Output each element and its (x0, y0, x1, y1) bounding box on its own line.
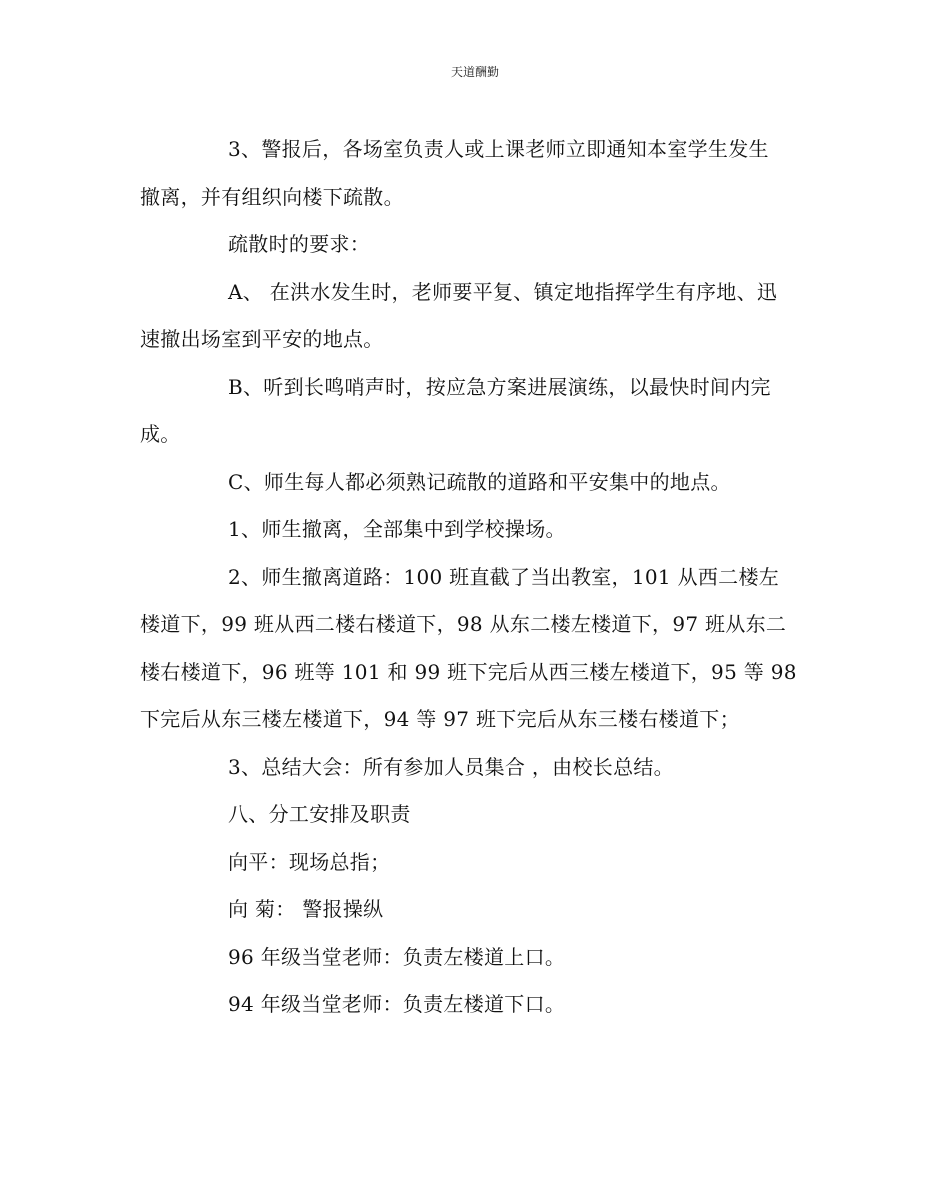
paragraph-line: 向平：现场总指； (228, 849, 391, 874)
paragraph-line: C、师生每人都必须熟记疏散的道路和平安集中的地点。 (228, 469, 731, 494)
paragraph-line: 疏散时的要求： (228, 232, 371, 256)
paragraph-line: 撤离，并有组织向楼下疏散。 (140, 184, 404, 209)
paragraph-line: 3、警报后，各场室负责人或上课老师立即通知本室学生发生 (228, 137, 769, 161)
paragraph-line: A、 在洪水发生时，老师要平复、镇定地指挥学生有序地、迅 (228, 279, 778, 304)
paragraph-line: 向 菊： 警报操纵 (228, 897, 384, 921)
section-heading: 八、分工安排及职责 (228, 802, 411, 826)
paragraph-line: 楼右楼道下，96 班等 101 和 99 班下完后从西三楼左楼道下，95 等 98 (140, 659, 797, 684)
paragraph-line: 3、总结大会：所有参加人员集合 ，由校长总结。 (228, 754, 674, 779)
paragraph-line: 成。 (140, 422, 181, 446)
paragraph-line: 1、师生撤离，全部集中到学校操场。 (228, 517, 566, 541)
paragraph-line: 2、师生撤离道路：100 班直截了当出教室，101 从西二楼左 (228, 564, 780, 589)
paragraph-line: 94 年级当堂老师：负责左楼道下口。 (228, 992, 566, 1016)
page-header: 天道酬勤 (450, 65, 499, 79)
paragraph-line: 速撤出场室到平安的地点。 (140, 327, 384, 351)
paragraph-line: 下完后从东三楼左楼道下，94 等 97 班下完后从东三楼右楼道下； (140, 707, 740, 731)
document-body (140, 126, 810, 1029)
paragraph-line: 96 年级当堂老师：负责左楼道上口。 (228, 944, 566, 969)
paragraph-line: 楼道下，99 班从西二楼右楼道下，98 从东二楼左楼道下，97 班从东二 (140, 612, 787, 636)
paragraph-line: B、听到长鸣哨声时，按应急方案进展演练，以最快时间内完 (228, 374, 771, 399)
